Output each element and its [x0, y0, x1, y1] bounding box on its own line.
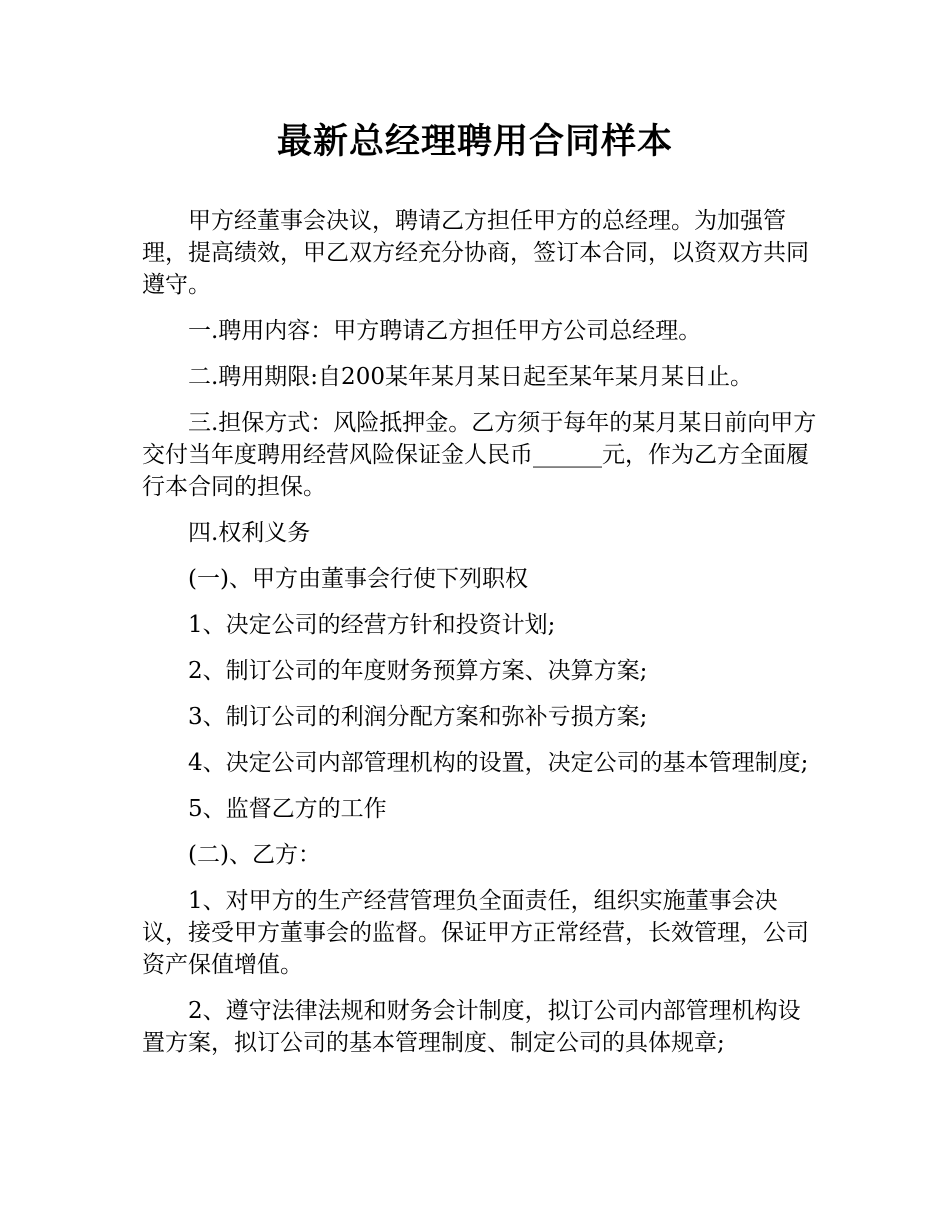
paragraph-employment-term: 二.聘用期限:自200某年某月某日起至某年某月某日止。	[188, 364, 753, 390]
list-item: 1、对甲方的生产经营管理负全面责任，组织实施董事会决议，接受甲方董事会的监督。保证甲方正常经营，长效管理，公司资产保值增值。	[142, 888, 809, 978]
document-title: 最新总经理聘用合同样本	[276, 122, 673, 162]
paragraph-employment-content: 一.聘用内容：甲方聘请乙方担任甲方公司总经理。	[188, 318, 702, 344]
list-item: 3、制订公司的利润分配方案和弥补亏损方案;	[188, 704, 648, 730]
list-item: 5、监督乙方的工作	[188, 796, 387, 822]
section-heading-rights-obligations: 四.权利义务	[188, 520, 311, 546]
subsection-heading-party-a: (一)、甲方由董事会行使下列职权	[188, 566, 528, 592]
list-item: 4、决定公司内部管理机构的设置，决定公司的基本管理制度;	[188, 750, 809, 776]
paragraph-intro: 甲方经董事会决议，聘请乙方担任甲方的总经理。为加强管理，提高绩效，甲乙双方经充分协商，签订本合同，以资双方共同遵守。	[142, 208, 809, 298]
document-body	[142, 205, 822, 1059]
subsection-heading-party-b: (二)、乙方：	[188, 842, 321, 868]
list-item: 2、遵守法律法规和财务会计制度，拟订公司内部管理机构设置方案，拟订公司的基本管理制度、制定公司的具体规章;	[142, 998, 801, 1056]
paragraph-guarantee-method: 三.担保方式：风险抵押金。乙方须于每年的某月某日前向甲方交付当年度聘用经营风险保证金人民币______元，作为乙方全面履行本合同的担保。	[142, 410, 817, 500]
list-item: 1、决定公司的经营方针和投资计划;	[188, 612, 556, 638]
list-item: 2、制订公司的年度财务预算方案、决算方案;	[188, 658, 648, 684]
